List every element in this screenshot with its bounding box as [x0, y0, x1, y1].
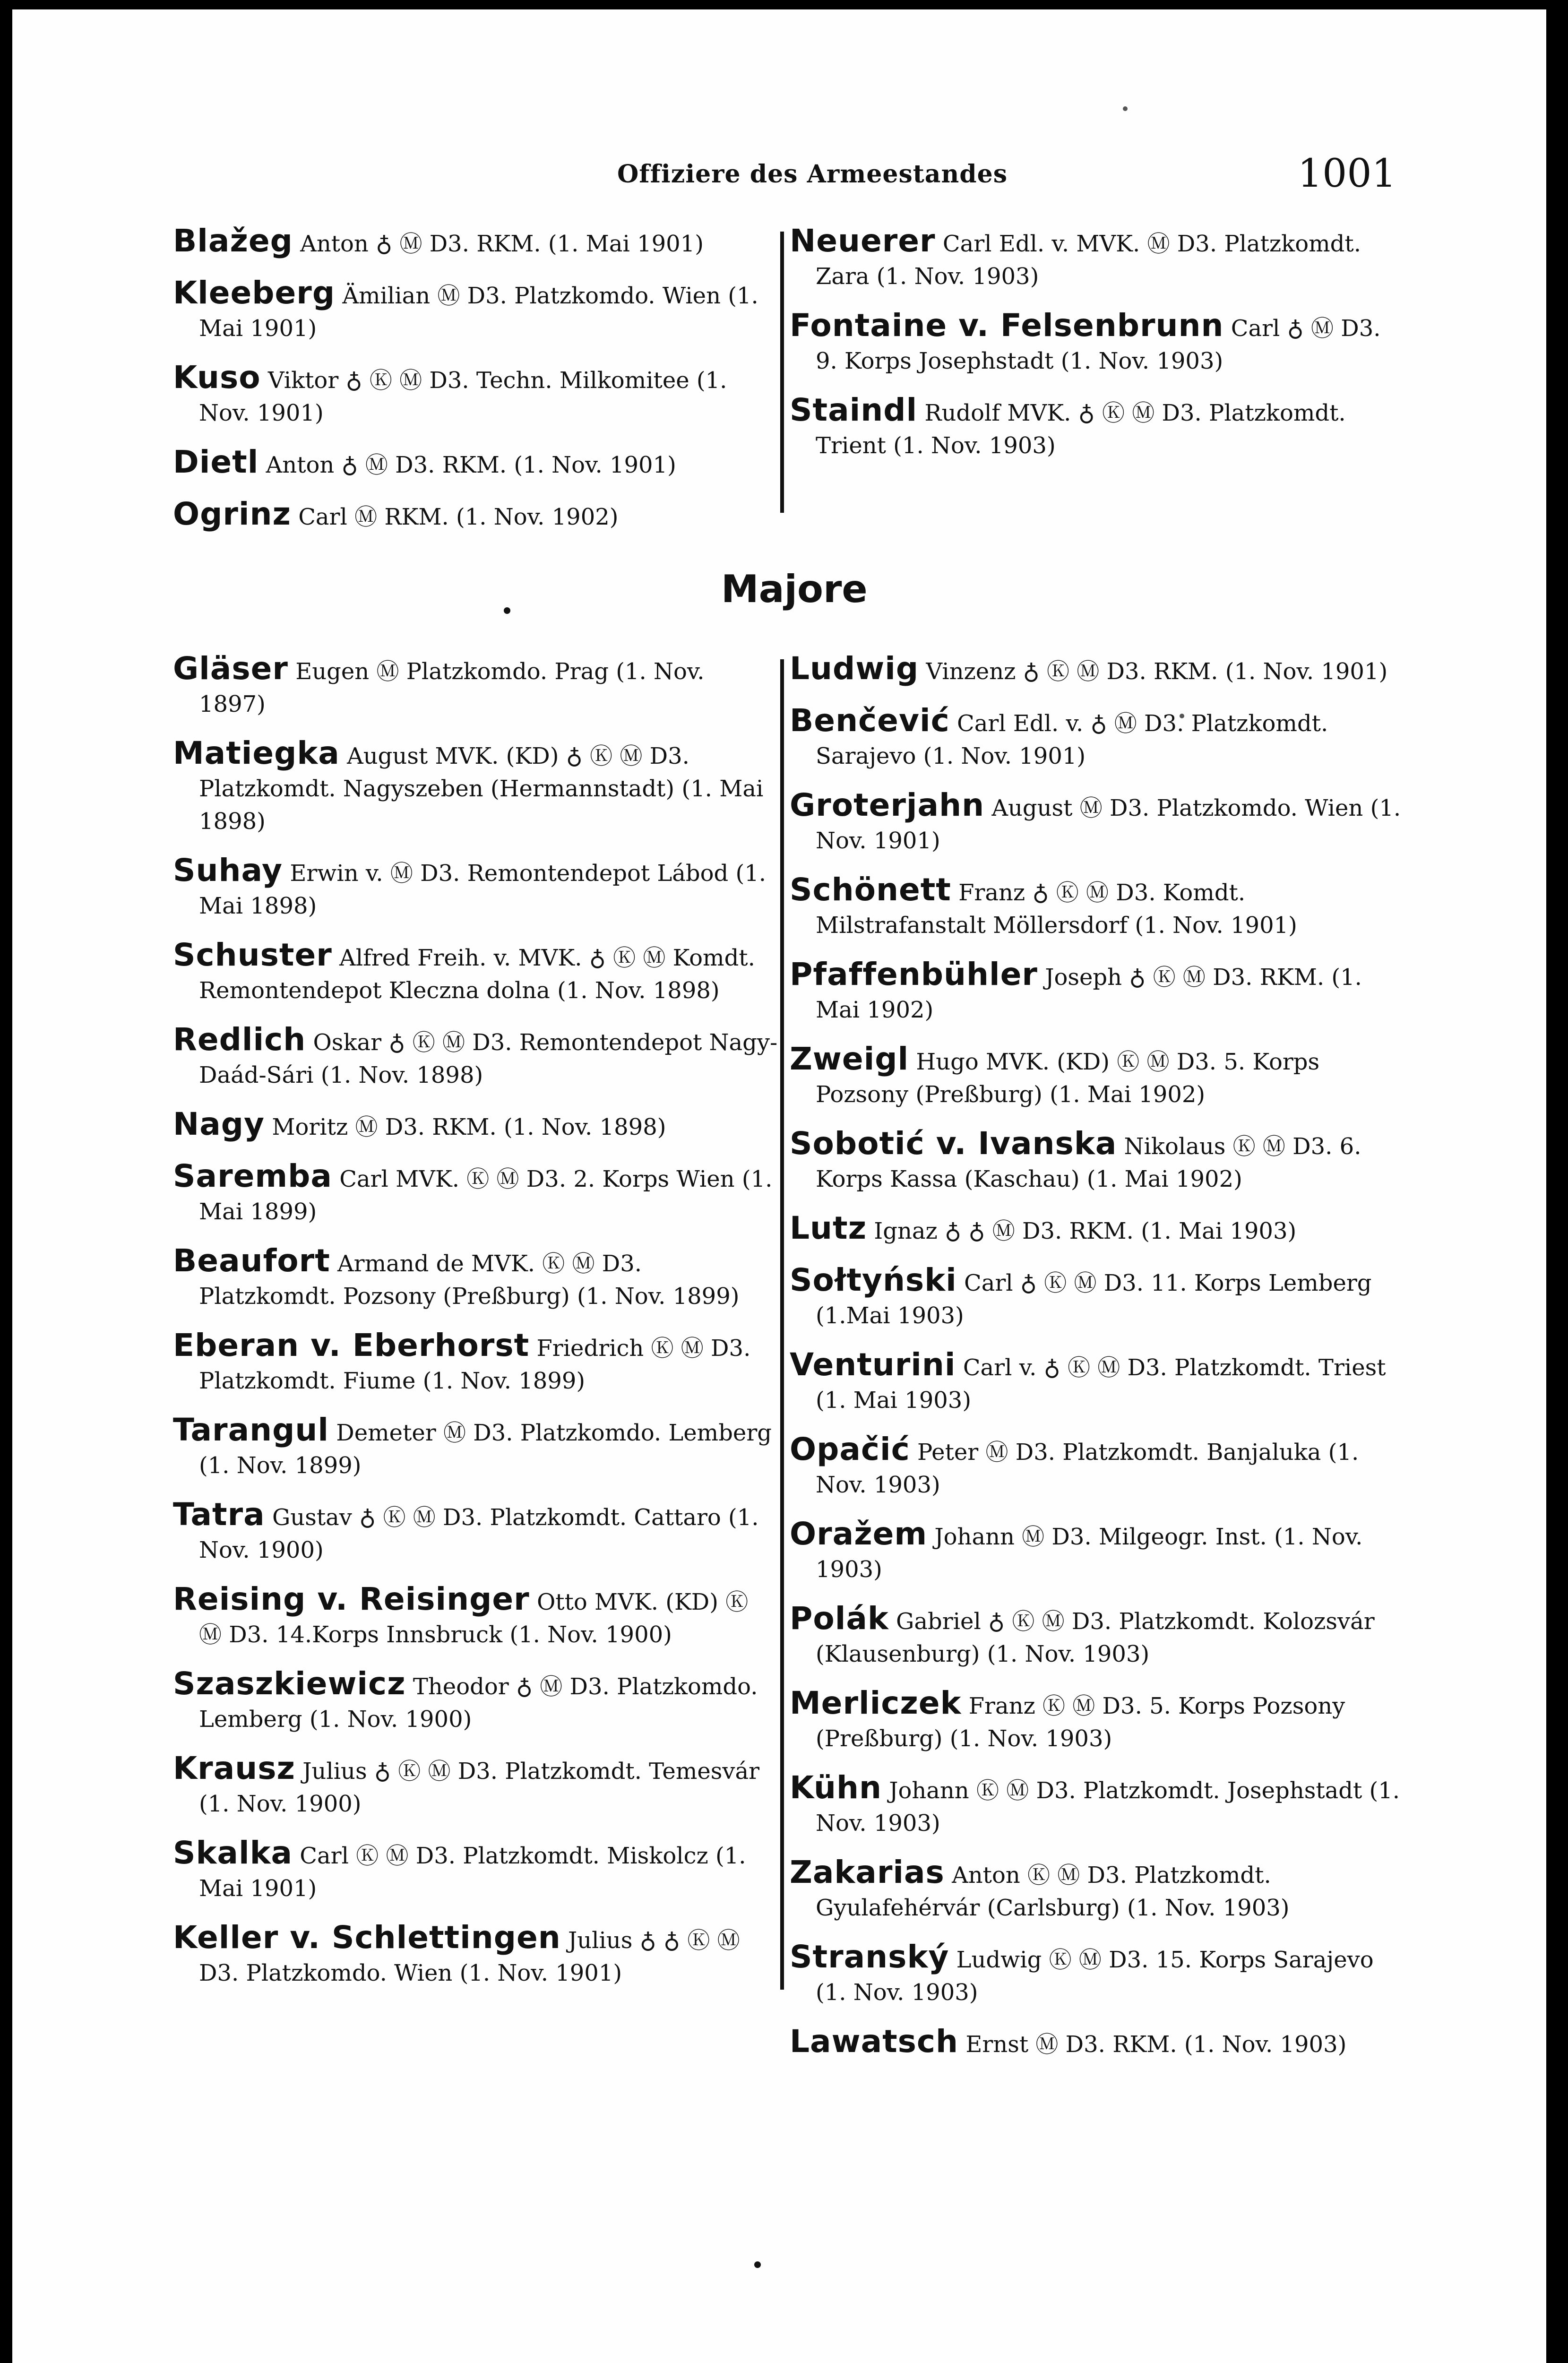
entry-detail: Carl Edl. v. MVK. Ⓜ D3. Platzkomdt. Zara (1. Nov. 1903)	[816, 231, 1369, 290]
entry-name: Merliczek	[790, 1685, 962, 1721]
list-item	[173, 276, 778, 345]
list-item	[173, 1583, 778, 1651]
entry-name: Tatra	[173, 1496, 265, 1533]
list-item	[173, 1160, 778, 1228]
entry-detail: Carl v. ♁ Ⓚ Ⓜ D3. Platzkomdt. Triest (1. Mai 1903)	[816, 1354, 1393, 1414]
entry-name: Ludwig	[790, 650, 919, 687]
entry-name: Oražem	[790, 1516, 928, 1552]
list-item	[173, 1108, 778, 1144]
list-item	[790, 1212, 1404, 1248]
entry-detail: Julius ♁ ♁ Ⓚ Ⓜ D3. Platzkomdo. Wien (1. Nov. 1901)	[199, 1927, 747, 1986]
list-item	[173, 224, 778, 260]
entry-detail: Carl Ⓚ Ⓜ D3. Platzkomdt. Miskolcz (1. Mai 1901)	[199, 1843, 753, 1902]
list-item	[173, 737, 778, 838]
list-item	[173, 854, 778, 923]
entry-name: Lutz	[790, 1210, 867, 1246]
entry-detail: Erwin v. Ⓜ D3. Remontendepot Lábod (1. Mai 1898)	[199, 860, 774, 919]
book-page	[12, 9, 1546, 2363]
entry-name: Neuerer	[790, 223, 936, 259]
entry-name: Venturini	[790, 1346, 956, 1383]
entry-name: Groterjahn	[790, 787, 985, 823]
entry-detail: Otto MVK. (KD) Ⓚ Ⓜ D3. 14.Korps Innsbruck (1. Nov. 1900)	[199, 1589, 756, 1648]
entry-detail: Johann Ⓜ D3. Milgeogr. Inst. (1. Nov. 1903)	[816, 1524, 1370, 1583]
top-right-column	[790, 224, 1404, 478]
entry-detail: Moritz Ⓜ D3. RKM. (1. Nov. 1898)	[272, 1114, 666, 1140]
entry-name: Blažeg	[173, 223, 293, 259]
entry-detail: Ignaz ♁ ♁ Ⓜ D3. RKM. (1. Mai 1903)	[874, 1218, 1297, 1244]
entry-name: Suhay	[173, 852, 283, 888]
list-item	[790, 787, 1408, 857]
entry-detail: Franz Ⓚ Ⓜ D3. 5. Korps Pozsony (Preßburg) (1. Nov. 1903)	[816, 1693, 1353, 1752]
entry-detail: Theodor ♁ Ⓜ D3. Platzkomdo. Lemberg (1. Nov. 1900)	[199, 1673, 765, 1733]
list-item	[173, 446, 778, 482]
entry-name: Eberan v. Eberhorst	[173, 1327, 530, 1363]
entry-name: Zakarias	[790, 1854, 945, 1890]
entry-detail: Carl ♁ Ⓚ Ⓜ D3. 11. Korps Lemberg (1.Mai 1903)	[816, 1270, 1379, 1329]
list-item	[173, 1498, 778, 1567]
entry-detail: Joseph ♁ Ⓚ Ⓜ D3. RKM. (1. Mai 1902)	[816, 964, 1370, 1023]
entry-name: Sobotić v. Ivanska	[790, 1125, 1117, 1162]
ink-speck	[1123, 106, 1128, 111]
majore-right-column	[790, 650, 1408, 2077]
entry-detail: Armand de MVK. Ⓚ Ⓜ D3. Platzkomdt. Pozsony (Preßburg) (1. Nov. 1899)	[199, 1250, 740, 1310]
entry-name: Kuso	[173, 359, 261, 396]
list-item	[173, 1329, 778, 1397]
entry-name: Matiegka	[173, 735, 340, 771]
list-item	[790, 394, 1404, 462]
entry-detail: Eugen Ⓜ Platzkomdo. Prag (1. Nov. 1897)	[199, 658, 712, 717]
entry-name: Saremba	[173, 1158, 332, 1194]
list-item	[790, 1769, 1407, 1840]
entry-detail: Friedrich Ⓚ Ⓜ D3. Platzkomdt. Fiume (1. Nov. 1899)	[199, 1335, 758, 1394]
entry-name: Schönett	[790, 871, 951, 908]
list-item	[173, 498, 778, 534]
entry-detail: Gustav ♁ Ⓚ Ⓜ D3. Platzkomdt. Cattaro (1. Nov. 1900)	[199, 1504, 766, 1563]
entry-name: Beaufort	[173, 1242, 330, 1279]
entry-detail: Hugo MVK. (KD) Ⓚ Ⓜ D3. 5. Korps Pozsony (Preßburg) (1. Mai 1902)	[816, 1049, 1327, 1108]
list-item	[790, 704, 1404, 773]
list-item	[790, 309, 1404, 378]
entry-name: Polák	[790, 1600, 889, 1637]
entry-detail: Viktor ♁ Ⓚ Ⓜ D3. Techn. Milkomitee (1. Nov. 1901)	[199, 367, 734, 426]
entry-name: Szaszkiewicz	[173, 1665, 406, 1702]
page-number: 1001	[1298, 151, 1396, 196]
entry-name: Krausz	[173, 1750, 295, 1786]
list-item	[173, 1837, 778, 1905]
entry-detail: Vinzenz ♁ Ⓚ Ⓜ D3. RKM. (1. Nov. 1901)	[926, 658, 1388, 685]
list-item	[173, 1667, 778, 1736]
list-item	[173, 1414, 778, 1482]
entry-detail: Franz ♁ Ⓚ Ⓜ D3. Komdt. Milstrafanstalt Möllersdorf (1. Nov. 1901)	[816, 880, 1297, 939]
entry-name: Staindl	[790, 392, 918, 428]
entry-detail: Alfred Freih. v. MVK. ♁ Ⓚ Ⓜ Komdt. Remontendepot Kleczna dolna (1. Nov. 1898)	[199, 945, 763, 1004]
entry-detail: Gabriel ♁ Ⓚ Ⓜ D3. Platzkomdt. Kolozsvár (Klausenburg) (1. Nov. 1903)	[816, 1608, 1382, 1667]
list-item	[173, 361, 778, 430]
list-item	[790, 958, 1404, 1026]
list-item	[790, 224, 1404, 293]
section-title: Majore	[721, 567, 868, 611]
list-item	[173, 1244, 778, 1313]
majore-left-column	[173, 652, 778, 2006]
bullet-mark	[754, 2261, 761, 2268]
entry-name: Opačić	[790, 1431, 910, 1467]
entry-name: Benčević	[790, 702, 950, 739]
entry-name: Nagy	[173, 1106, 265, 1142]
list-item	[173, 939, 778, 1007]
entry-name: Lawatsch	[790, 2023, 959, 2060]
list-item	[790, 1940, 1404, 2009]
list-item	[790, 1348, 1404, 1417]
entry-name: Zweigl	[790, 1041, 909, 1077]
list-item	[173, 652, 778, 721]
entry-name: Keller v. Schlettingen	[173, 1919, 561, 1956]
list-item	[790, 652, 1404, 688]
entry-detail: Julius ♁ Ⓚ Ⓜ D3. Platzkomdt. Temesvár (1. Nov. 1900)	[199, 1758, 767, 1817]
entry-name: Tarangul	[173, 1412, 329, 1448]
entry-name: Fontaine v. Felsenbrunn	[790, 307, 1224, 344]
list-item	[790, 2025, 1404, 2061]
entry-detail: August MVK. (KD) ♁ Ⓚ Ⓜ D3. Platzkomdt. Nagyszeben (Hermannstadt) (1. Mai 1898)	[199, 743, 771, 835]
list-item	[790, 1043, 1404, 1111]
entry-detail: Anton ♁ Ⓜ D3. RKM. (1. Nov. 1901)	[266, 452, 676, 478]
column-divider	[780, 659, 784, 1990]
entry-detail: August Ⓜ D3. Platzkomdo. Wien (1. Nov. 1901)	[816, 795, 1408, 854]
list-item	[173, 1921, 778, 1990]
entry-name: Skalka	[173, 1835, 293, 1871]
list-item	[790, 1433, 1404, 1501]
list-item	[173, 1023, 778, 1092]
list-item	[790, 1687, 1404, 1755]
list-item	[790, 1518, 1404, 1586]
bullet-mark	[504, 607, 510, 614]
entry-name: Schuster	[173, 937, 332, 973]
entry-detail: Nikolaus Ⓚ Ⓜ D3. 6. Korps Kassa (Kaschau) (1. Mai 1902)	[816, 1133, 1369, 1192]
entry-name: Stranský	[790, 1939, 949, 1975]
top-left-column	[173, 224, 778, 550]
entry-detail: Carl ♁ Ⓜ D3. 9. Korps Josephstadt (1. Nov. 1903)	[816, 315, 1388, 374]
entry-name: Kühn	[790, 1769, 882, 1806]
column-divider	[780, 232, 784, 513]
entry-detail: Ämilian Ⓜ D3. Platzkomdo. Wien (1. Mai 1901)	[199, 283, 766, 342]
list-item	[790, 873, 1404, 942]
entry-name: Kleeberg	[173, 275, 336, 311]
entry-name: Gläser	[173, 650, 288, 687]
entry-detail: Carl MVK. Ⓚ Ⓜ D3. 2. Korps Wien (1. Mai 1899)	[199, 1166, 780, 1225]
entry-name: Ogrinz	[173, 496, 291, 532]
entry-detail: Johann Ⓚ Ⓜ D3. Platzkomdt. Josephstadt (1. Nov. 1903)	[816, 1777, 1407, 1837]
entry-detail: Carl Edl. v. ♁ Ⓜ D3. Platzkomdt. Sarajevo (1. Nov. 1901)	[816, 710, 1335, 769]
entry-name: Sołtyński	[790, 1262, 957, 1298]
entry-detail: Rudolf MVK. ♁ Ⓚ Ⓜ D3. Platzkomdt. Trient (1. Nov. 1903)	[816, 400, 1353, 459]
entry-detail: Peter Ⓜ D3. Platzkomdt. Banjaluka (1. Nov. 1903)	[816, 1439, 1366, 1498]
list-item	[790, 1856, 1404, 1924]
entry-detail: Oskar ♁ Ⓚ Ⓜ D3. Remontendepot Nagy-Daád-Sári (1. Nov. 1898)	[199, 1029, 778, 1088]
entry-name: Reising v. Reisinger	[173, 1581, 530, 1617]
entry-detail: Carl Ⓜ RKM. (1. Nov. 1902)	[298, 504, 619, 530]
entry-detail: Anton ♁ Ⓜ D3. RKM. (1. Mai 1901)	[300, 231, 704, 257]
entry-detail: Ludwig Ⓚ Ⓜ D3. 15. Korps Sarajevo (1. Nov. 1903)	[816, 1947, 1381, 2006]
entry-detail: Demeter Ⓜ D3. Platzkomdo. Lemberg (1. Nov. 1899)	[199, 1420, 779, 1479]
entry-detail: Ernst Ⓜ D3. RKM. (1. Nov. 1903)	[965, 2031, 1347, 2058]
list-item	[173, 1752, 778, 1820]
entry-detail: Anton Ⓚ Ⓜ D3. Platzkomdt. Gyulafehérvár (Carlsburg) (1. Nov. 1903)	[816, 1862, 1290, 1921]
entry-name: Redlich	[173, 1021, 306, 1058]
entry-name: Pfaffenbühler	[790, 956, 1038, 992]
list-item	[790, 1127, 1404, 1196]
entry-name: Dietl	[173, 444, 259, 480]
list-item	[790, 1264, 1404, 1332]
running-title: Offiziere des Armeestandes	[617, 160, 1008, 189]
list-item	[790, 1602, 1404, 1671]
